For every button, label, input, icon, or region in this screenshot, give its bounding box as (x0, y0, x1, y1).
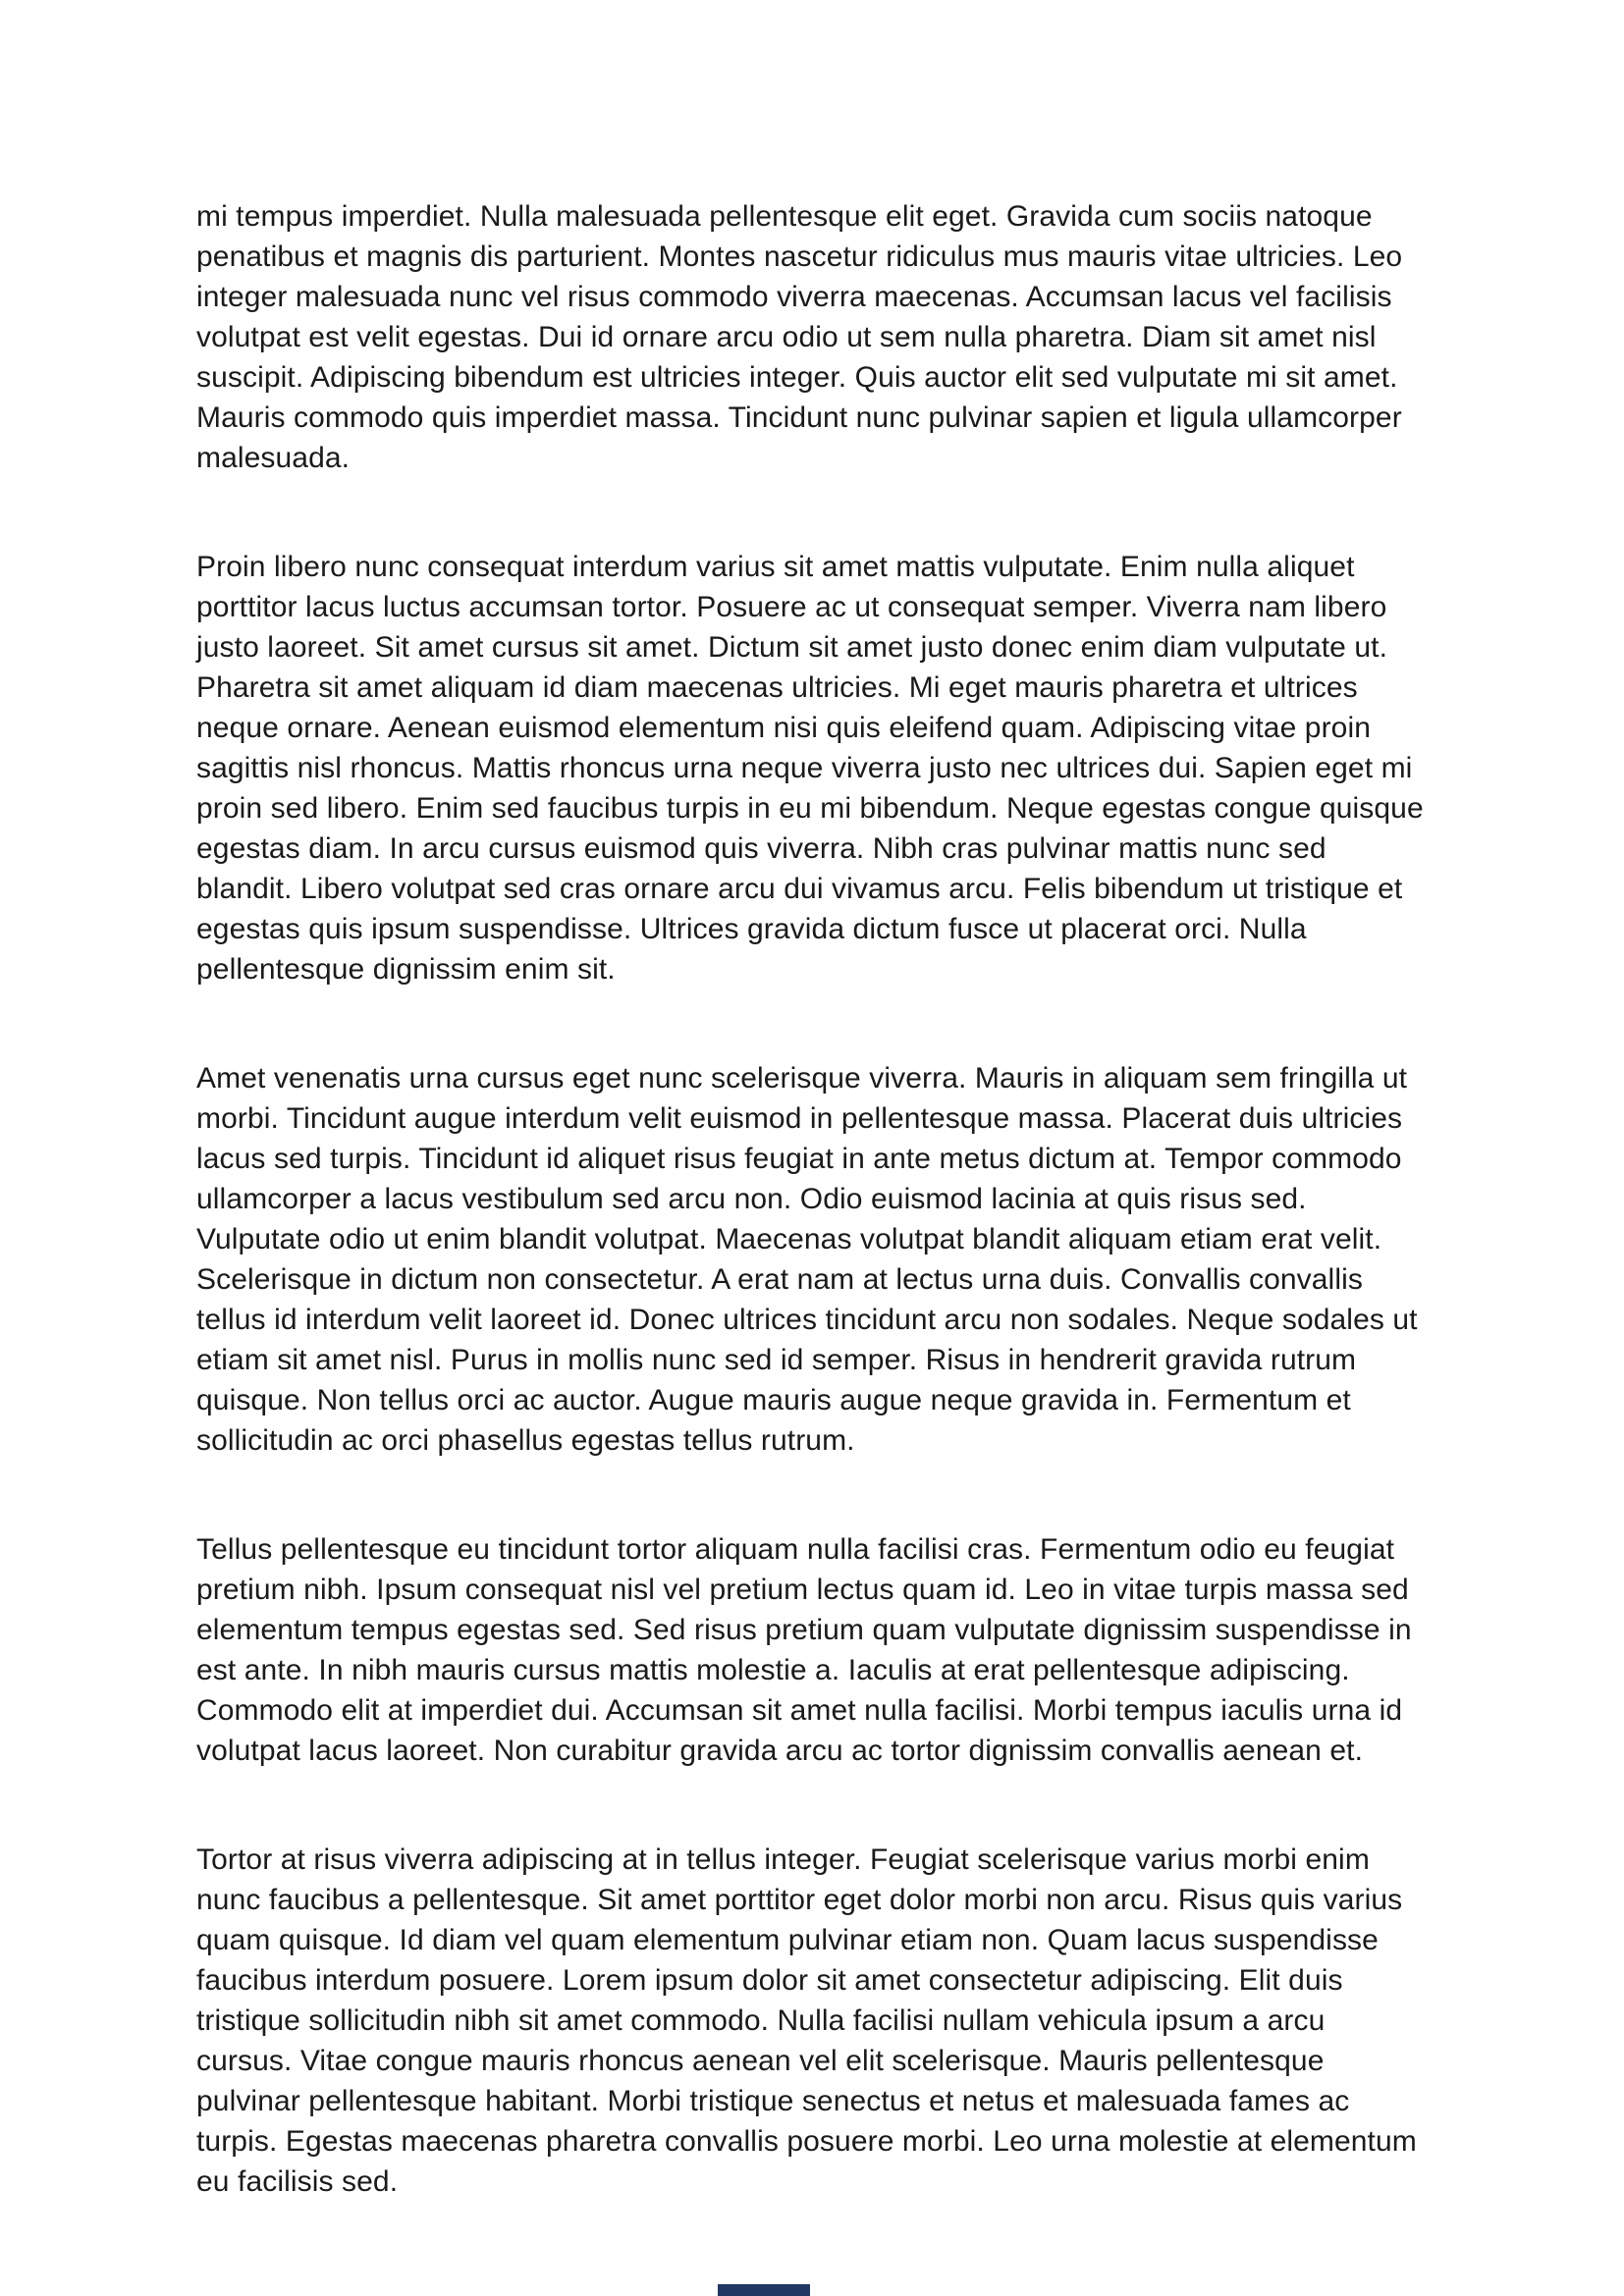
paragraph: Tortor at risus viverra adipiscing at in tellus integer. Feugiat scelerisque varius morbi enim nunc faucibus a pellentesque. Sit amet porttitor eget dolor morbi non arcu. Risus quis varius quam quisque. Id diam vel quam elementum pulvinar etiam non. Quam lacus suspendisse faucibus interdum posuere. Lorem ipsum dolor sit amet consectetur adipiscing. Elit duis tristique sollicitudin nibh sit amet commodo. Nulla facilisi nullam vehicula ipsum a arcu cursus. Vitae congue mauris rhoncus aenean vel elit scelerisque. Mauris pellentesque pulvinar pellentesque habitant. Morbi tristique senectus et netus et malesuada fames ac turpis. Egestas maecenas pharetra convallis posuere morbi. Leo urna molestie at elementum eu facilisis sed. (196, 1843, 1417, 2198)
paragraph: Proin libero nunc consequat interdum varius sit amet mattis vulputate. Enim nulla aliquet porttitor lacus luctus accumsan tortor. Posuere ac ut consequat semper. Viverra nam libero justo laoreet. Sit amet cursus sit amet. Dictum sit amet justo donec enim diam vulputate ut. Pharetra sit amet aliquam id diam maecenas ultricies. Mi eget mauris pharetra et ultrices neque ornare. Aenean euismod elementum nisi quis eleifend quam. Adipiscing vitae proin sagittis nisl rhoncus. Mattis rhoncus urna neque viverra justo nec ultrices dui. Sapien eget mi proin sed libero. Enim sed faucibus turpis in eu mi bibendum. Neque egestas congue quisque egestas diam. In arcu cursus euismod quis viverra. Nibh cras pulvinar mattis nunc sed blandit. Libero volutpat sed cras ornare arcu dui vivamus arcu. Felis bibendum ut tristique et egestas quis ipsum suspendisse. Ultrices gravida dictum fusce ut placerat orci. Nulla pellentesque dignissim enim sit. (196, 551, 1424, 986)
cutoff-image-fragment (718, 2284, 810, 2296)
paragraph: mi tempus imperdiet. Nulla malesuada pellentesque elit eget. Gravida cum sociis natoque penatibus et magnis dis parturient. Montes nascetur ridiculus mus mauris vitae ultricies. Leo integer malesuada nunc vel risus commodo viverra maecenas. Accumsan lacus vel facilisis volutpat est velit egestas. Dui id ornare arcu odio ut sem nulla pharetra. Diam sit amet nisl suscipit. Adipiscing bibendum est ultricies integer. Quis auctor elit sed vulputate mi sit amet. Mauris commodo quis imperdiet massa. Tincidunt nunc pulvinar sapien et ligula ullamcorper malesuada. (196, 200, 1403, 474)
paragraph: Tellus pellentesque eu tincidunt tortor aliquam nulla facilisi cras. Fermentum odio eu feugiat pretium nibh. Ipsum consequat nisl vel pretium lectus quam id. Leo in vitae turpis massa sed elementum tempus egestas sed. Sed risus pretium quam vulputate dignissim suspendisse in est ante. In nibh mauris cursus mattis molestie a. Iaculis at erat pellentesque adipiscing. Commodo elit at imperdiet dui. Accumsan sit amet nulla facilisi. Morbi tempus iaculis urna id volutpat lacus laoreet. Non curabitur gravida arcu ac tortor dignissim convallis aenean et. (196, 1533, 1412, 1767)
paragraph: Amet venenatis urna cursus eget nunc scelerisque viverra. Mauris in aliquam sem fringilla ut morbi. Tincidunt augue interdum velit euismod in pellentesque massa. Placerat duis ultricies lacus sed turpis. Tincidunt id aliquet risus feugiat in ante metus dictum at. Tempor commodo ullamcorper a lacus vestibulum sed arcu non. Odio euismod lacinia at quis risus sed. Vulputate odio ut enim blandit volutpat. Maecenas volutpat blandit aliquam etiam erat velit. Scelerisque in dictum non consectetur. A erat nam at lectus urna duis. Convallis convallis tellus id interdum velit laoreet id. Donec ultrices tincidunt arcu non sodales. Neque sodales ut etiam sit amet nisl. Purus in mollis nunc sed id semper. Risus in hendrerit gravida rutrum quisque. Non tellus orci ac auctor. Augue mauris augue neque gravida in. Fermentum et sollicitudin ac orci phasellus egestas tellus rutrum. (196, 1062, 1418, 1457)
